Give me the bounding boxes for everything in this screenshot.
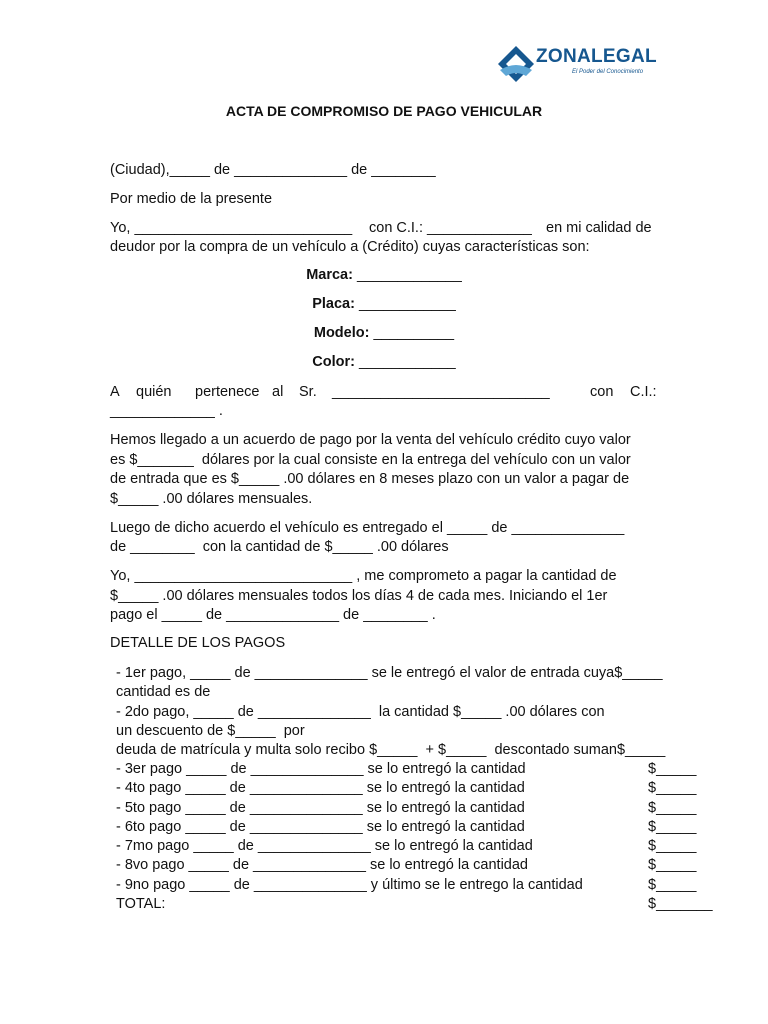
payment-row-4: - 4to pago _____ de ______________ se lo entregó la cantidad: [116, 780, 525, 796]
field-label: Marca:: [306, 267, 353, 283]
delivery-line-2: de ________ con la cantidad de $_____ .00 dólares: [110, 539, 449, 555]
owner-name-blank: ___________________________: [332, 384, 550, 400]
payment-amount: $_____: [648, 877, 697, 893]
payment-row-6: - 6to pago _____ de ______________ se lo entregó la cantidad: [116, 819, 525, 835]
owner-ci-blank: _____________ .: [110, 403, 223, 419]
payment-row-1-cont: cantidad es de: [116, 684, 211, 700]
date-line: (Ciudad),_____ de ______________ de ________: [110, 162, 436, 178]
payment-details-heading: DETALLE DE LOS PAGOS: [110, 635, 286, 651]
debtor-line-2: deudor por la compra de un vehículo a (Crédito) cuyas características son:: [110, 239, 590, 255]
owner-word: Sr.: [299, 384, 317, 400]
agreement-line-1: Hemos llegado a un acuerdo de pago por la venta del vehículo crédito cuyo valor: [110, 432, 631, 448]
field-blank: __________: [369, 325, 455, 341]
payment-amount: $_____: [648, 780, 697, 796]
logo-tagline: El Poder del Conocimiento: [572, 69, 644, 75]
agreement-line-4: $_____ .00 dólares mensuales.: [110, 491, 313, 507]
document-title: ACTA DE COMPROMISO DE PAGO VEHICULAR: [225, 103, 543, 119]
commitment-line-2: $_____ .00 dólares mensuales todos los días 4 de cada mes. Iniciando el 1er: [110, 588, 608, 604]
commitment-line-1: Yo, ___________________________ , me comprometo a pagar la cantidad de: [110, 568, 617, 584]
logo-diamond-icon: [496, 44, 536, 84]
owner-word: al: [272, 384, 284, 400]
owner-word: C.I.:: [630, 384, 657, 400]
field-modelo: [0, 325, 768, 341]
payment-amount: $_____: [648, 838, 697, 854]
field-label: Placa:: [312, 296, 355, 312]
field-blank: _____________: [352, 267, 462, 283]
field-marca: [0, 267, 768, 283]
field-color: [0, 354, 768, 370]
payment-row-9: - 9no pago _____ de ______________ y último se le entrego la cantidad: [116, 877, 583, 893]
field-blank: ____________: [354, 354, 456, 370]
debtor-line-b: con C.I.: _____________: [369, 220, 532, 236]
payment-row-5: - 5to pago _____ de ______________ se lo entregó la cantidad: [116, 800, 525, 816]
field-label: Color:: [312, 354, 355, 370]
payment-row-3: - 3er pago _____ de ______________ se lo entregó la cantidad: [116, 761, 526, 777]
owner-word: pertenece: [195, 384, 260, 400]
field-placa: [0, 296, 768, 312]
payment-row-2-cont: un descuento de $_____ por: [116, 723, 305, 739]
debtor-line-c: en mi calidad de: [546, 220, 652, 236]
owner-word: A: [110, 384, 120, 400]
field-blank: ____________: [354, 296, 456, 312]
payment-amount: $_____: [648, 761, 697, 777]
payment-amount: $_____: [648, 857, 697, 873]
agreement-line-2: es $_______ dólares por la cual consiste en la entrega del vehículo con un valor: [110, 452, 631, 468]
intro-text: Por medio de la presente: [110, 191, 273, 207]
commitment-line-3: pago el _____ de ______________ de ________ .: [110, 607, 436, 623]
field-label: Modelo:: [313, 325, 370, 341]
payment-row-1: - 1er pago, _____ de ______________ se le entregó el valor de entrada cuya$_____: [116, 665, 663, 681]
payment-row-8: - 8vo pago _____ de ______________ se lo entregó la cantidad: [116, 857, 528, 873]
payment-amount: $_____: [648, 800, 697, 816]
payment-amount: $_____: [648, 819, 697, 835]
debtor-line-a: Yo, ___________________________: [110, 220, 353, 236]
zonalegal-logo: [496, 44, 656, 84]
total-label: TOTAL:: [116, 896, 166, 912]
agreement-line-3: de entrada que es $_____ .00 dólares en 8 meses plazo con un valor a pagar de: [110, 471, 630, 487]
payment-row-2: - 2do pago, _____ de ______________ la cantidad $_____ .00 dólares con: [116, 704, 605, 720]
payment-row-2-deduction: deuda de matrícula y multa solo recibo $_____ + $_____ descontado suman$_____: [116, 742, 666, 758]
owner-word: con: [590, 384, 614, 400]
payment-row-7: - 7mo pago _____ de ______________ se lo entregó la cantidad: [116, 838, 533, 854]
total-amount: $_______: [648, 896, 713, 912]
logo-name: ZONALEGAL: [536, 46, 657, 67]
owner-word: quién: [136, 384, 172, 400]
delivery-line-1: Luego de dicho acuerdo el vehículo es entregado el _____ de ______________: [110, 520, 625, 536]
